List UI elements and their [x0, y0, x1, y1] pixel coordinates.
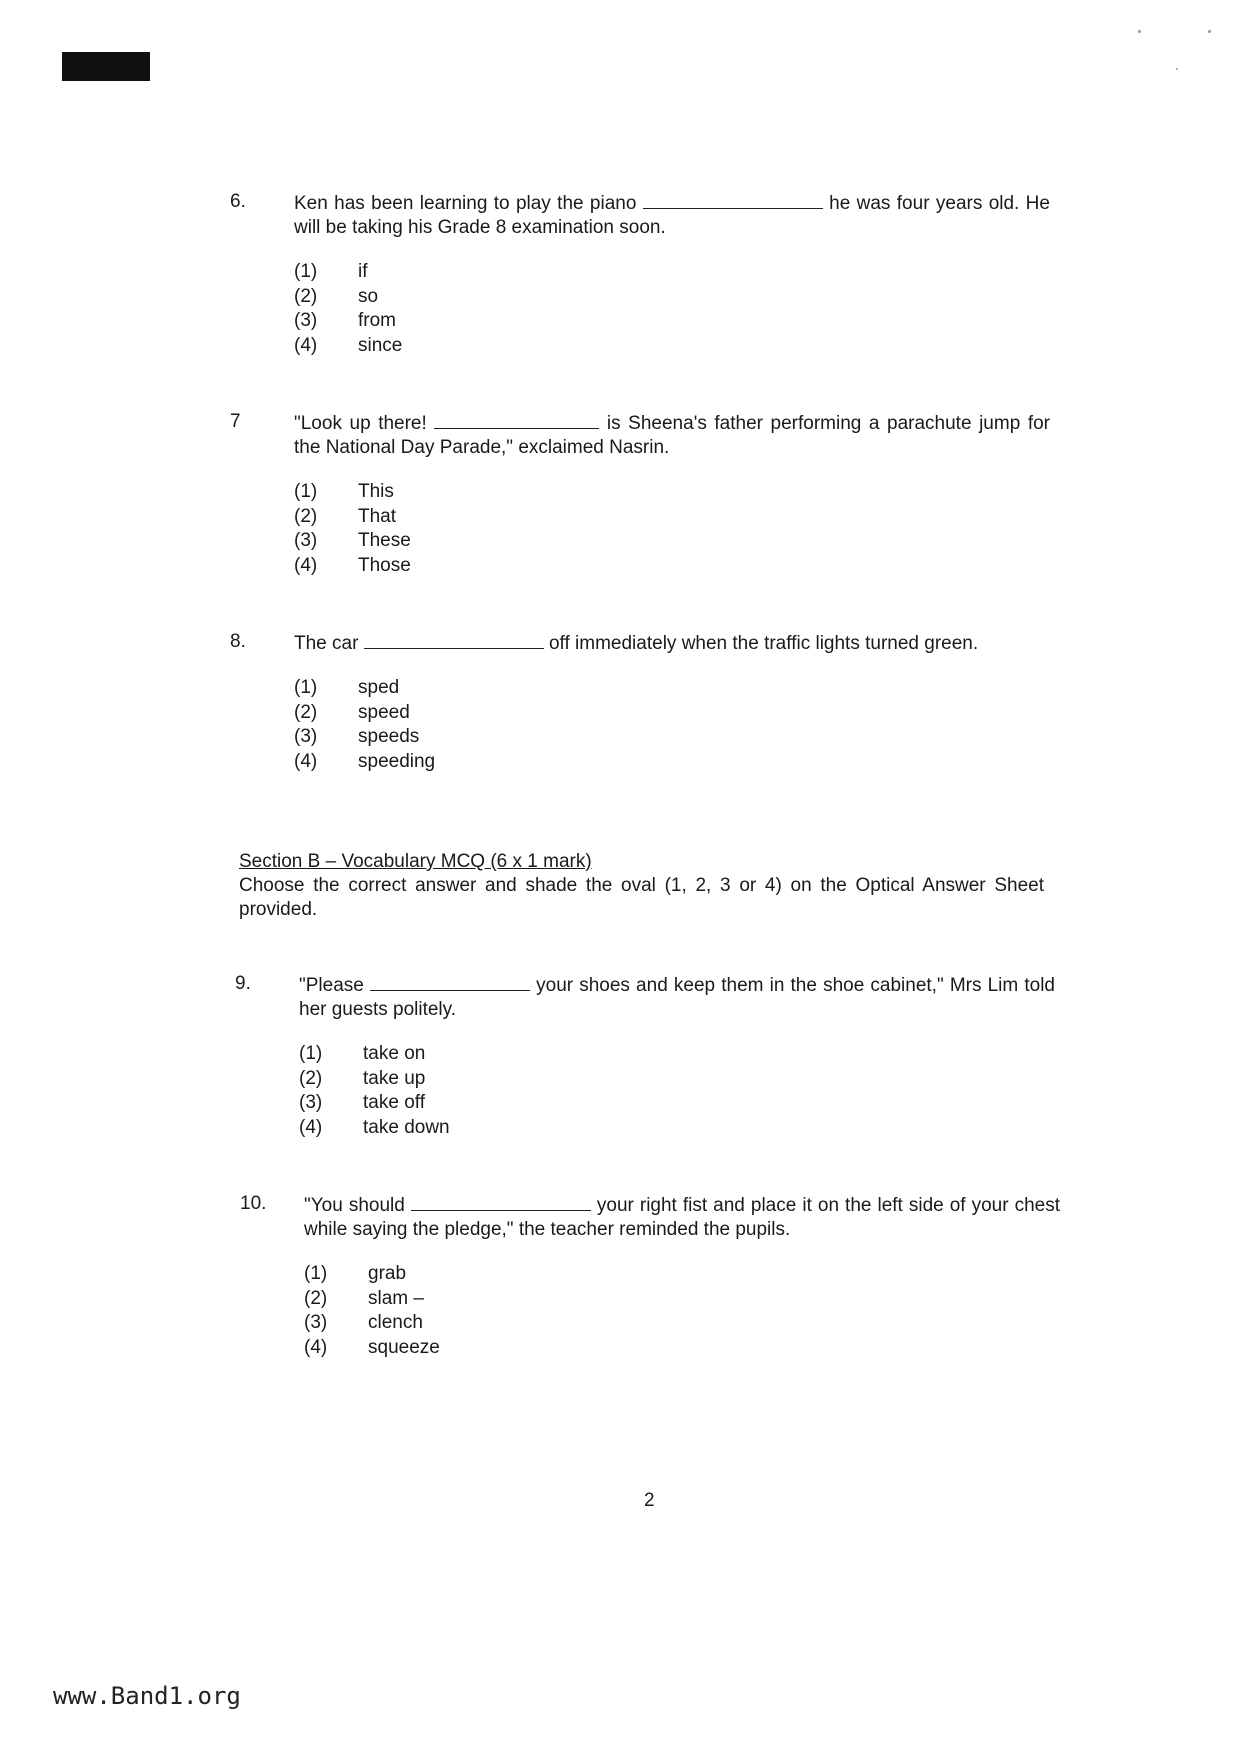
question-text: "Please your shoes and keep them in the shoe cabinet," Mrs Lim told her guests politely.: [299, 972, 1055, 1022]
question-10: [240, 1192, 1060, 1360]
option: (1) This: [294, 481, 394, 502]
question-number: 8.: [230, 631, 246, 652]
option: (1) grab: [304, 1263, 407, 1284]
option: (4) take down: [299, 1116, 450, 1138]
redacted-header-block: [62, 52, 150, 81]
scan-speck: [1208, 30, 1211, 33]
options-list: [294, 480, 1050, 578]
option: (2) That: [294, 505, 397, 527]
option: (4) Those: [294, 554, 411, 576]
question-number: 6.: [230, 191, 246, 212]
option: (4) since: [294, 334, 403, 356]
options-list: [304, 1262, 1060, 1360]
option: (1) if: [294, 261, 368, 282]
question-text: "Look up there! is Sheena's father performing a parachute jump for the National Day Parade," exclaimed Nasrin.: [294, 410, 1050, 460]
question-6: [230, 190, 1050, 358]
option: (3) clench: [304, 1312, 423, 1333]
option: (4) squeeze: [304, 1336, 440, 1358]
option: (3) from: [294, 310, 396, 331]
question-7: [230, 410, 1050, 578]
question-number: 10.: [240, 1193, 267, 1214]
answer-blank: [643, 190, 823, 209]
answer-blank: [434, 410, 599, 429]
question-text: Ken has been learning to play the piano he was four years old. He will be taking his Grade 8 examination soon.: [294, 190, 1050, 240]
question-9: [235, 972, 1055, 1140]
option: (3) These: [294, 530, 411, 551]
section-b-header: [239, 850, 1044, 922]
option: (3) speeds: [294, 726, 420, 747]
answer-blank: [364, 630, 544, 649]
option: (2) slam –: [304, 1287, 424, 1309]
option: (1) take on: [299, 1043, 426, 1064]
option: (4) speeding: [294, 750, 436, 772]
option: (2) so: [294, 285, 379, 307]
options-list: [294, 676, 1050, 774]
question-text: "You should your right fist and place it on the left side of your chest while saying the pledge," the teacher reminded the pupils.: [304, 1192, 1060, 1242]
question-number: 9.: [235, 973, 251, 994]
option: (1) sped: [294, 677, 400, 698]
options-list: [299, 1042, 1055, 1140]
watermark-url: www.Band1.org: [53, 1682, 241, 1710]
scan-speck: [1176, 68, 1178, 70]
page-number: 2: [644, 1490, 655, 1511]
question-text: The car off immediately when the traffic lights turned green.: [294, 630, 1050, 656]
option: (2) speed: [294, 701, 410, 723]
section-instructions: Choose the correct answer and shade the oval (1, 2, 3 or 4) on the Optical Answer Sheet provided.: [239, 875, 1044, 920]
option: (3) take off: [299, 1092, 425, 1113]
scan-speck: [1138, 30, 1141, 33]
answer-blank: [411, 1192, 591, 1211]
options-list: [294, 260, 1050, 358]
section-title: Section B – Vocabulary MCQ (6 x 1 mark): [239, 851, 592, 872]
answer-blank: [370, 972, 530, 991]
question-8: [230, 630, 1050, 774]
option: (2) take up: [299, 1067, 426, 1089]
question-number: 7: [230, 411, 241, 432]
